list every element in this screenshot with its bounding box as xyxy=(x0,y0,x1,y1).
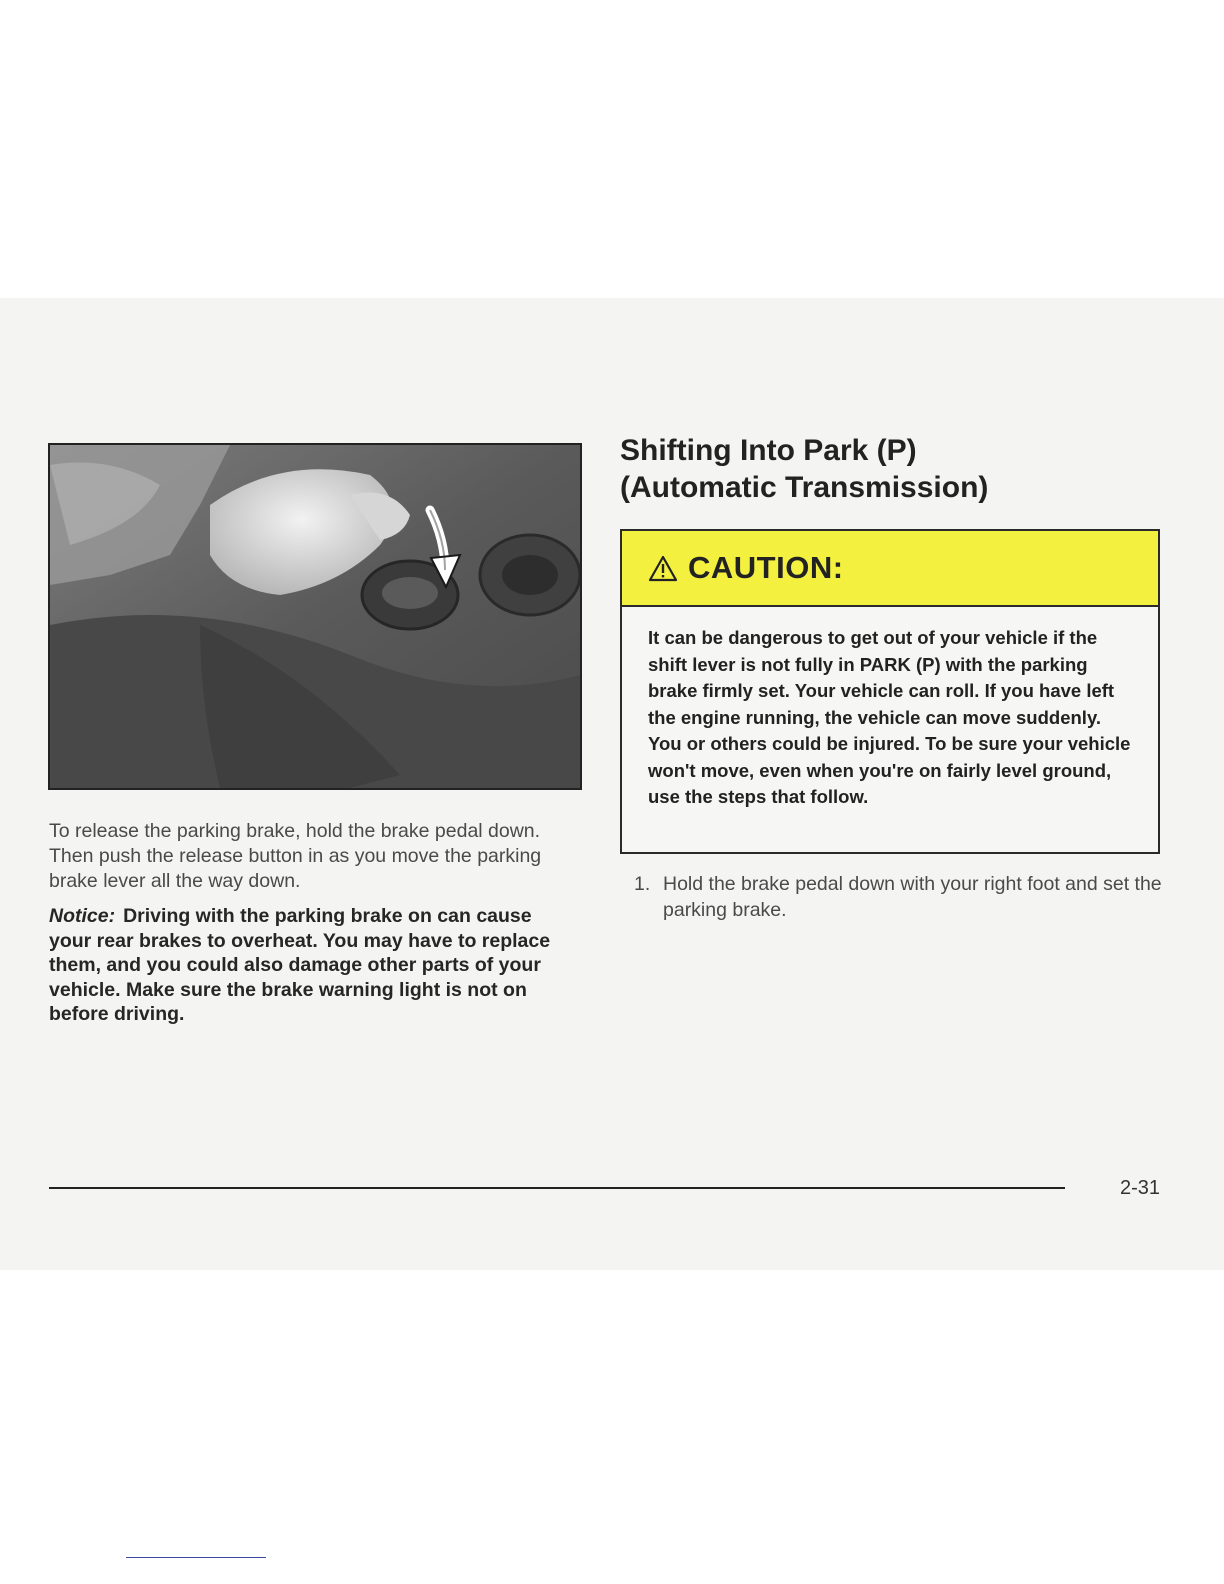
release-instructions: To release the parking brake, hold the brake pedal down. Then push the release button in as you move the parking brake lever all the way down. xyxy=(49,820,542,892)
page-number: 2-31 xyxy=(1120,1177,1161,1199)
caution-header xyxy=(622,531,1158,607)
section-title-line1: Shifting Into Park (P) xyxy=(620,434,917,467)
step-number: 1. xyxy=(634,873,651,895)
list-item xyxy=(634,872,1164,923)
warning-triangle-icon xyxy=(648,555,678,582)
notice-paragraph xyxy=(49,904,574,1027)
link-underline xyxy=(126,1557,266,1558)
section-title xyxy=(620,432,1180,506)
caution-box xyxy=(620,529,1160,854)
section-title-line2: (Automatic Transmission) xyxy=(620,471,989,504)
footer-rule xyxy=(49,1187,1065,1189)
notice-text: Driving with the parking brake on can cause your rear brakes to overheat. You may have to replace them, and you could also damage other parts of your vehicle. Make sure the brake warning light is not on before driving. xyxy=(49,905,551,1025)
caution-heading: CAUTION: xyxy=(688,550,844,585)
parking-brake-photo xyxy=(48,443,582,790)
steps-list xyxy=(634,872,1164,923)
caution-body: It can be dangerous to get out of your vehicle if the shift lever is not fully in PARK (P) with the parking brake firmly set. Your vehicle can roll. If you have left the engine running, the vehicle can move suddenly. You or others could be injured. To be sure your vehicle won't move, even when you're on fairly level ground, use the steps that follow. xyxy=(648,627,1131,807)
step-text: Hold the brake pedal down with your right foot and set the parking brake. xyxy=(663,873,1162,921)
notice-label: Notice: xyxy=(49,905,116,927)
